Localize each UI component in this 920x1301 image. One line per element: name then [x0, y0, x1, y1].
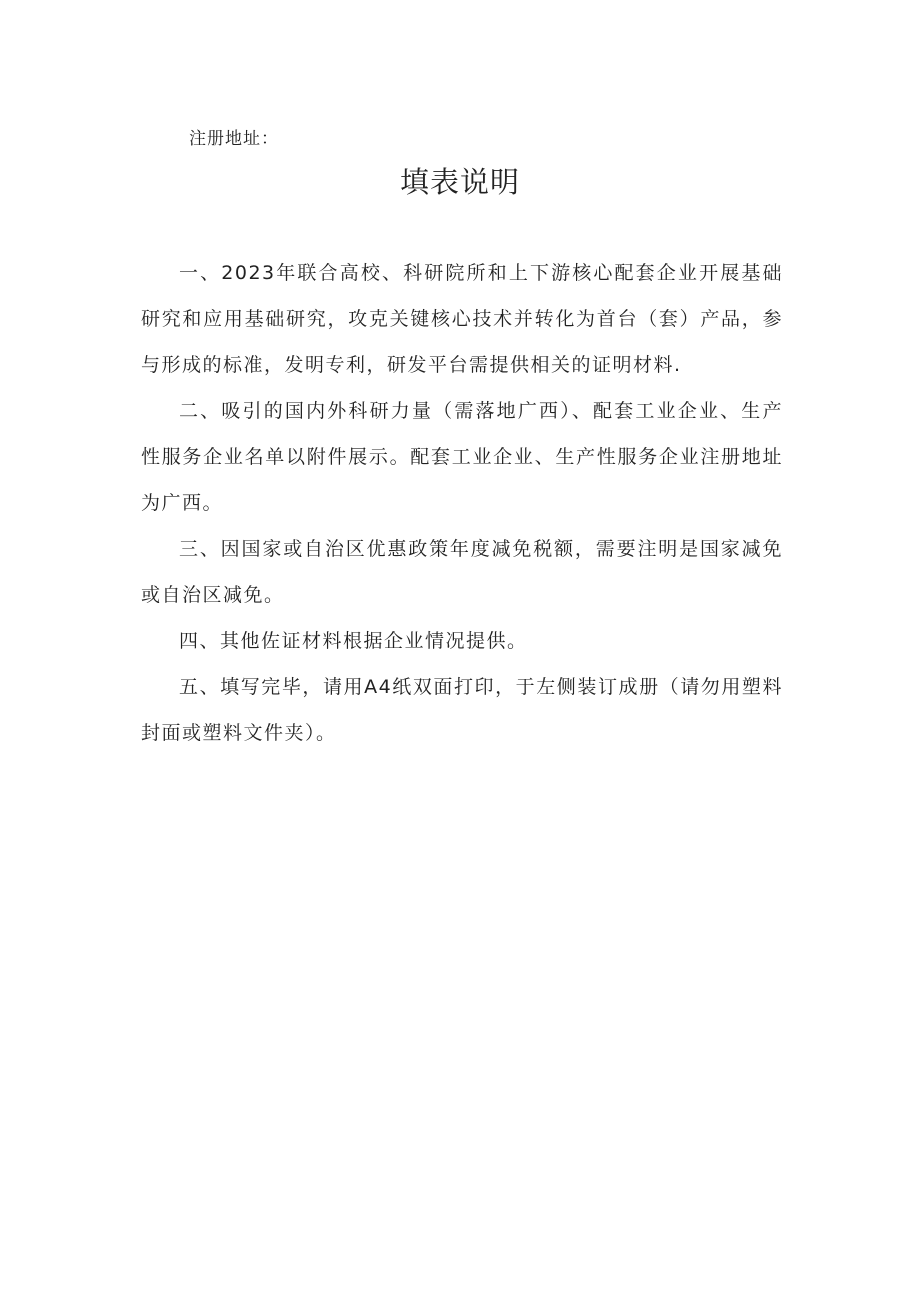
address-label: 注册地址：: [189, 129, 279, 149]
instructions-body: [141, 250, 783, 756]
instruction-paragraph-1: 一、2023年联合高校、科研院所和上下游核心配套企业开展基础研究和应用基础研究，攻克关键核心技术并转化为首台（套）产品，参与形成的标准，发明专利，研发平台需提供相关的证明材料.: [141, 262, 783, 376]
instruction-paragraph-5: 五、填写完毕，请用A4纸双面打印，于左侧装订成册（请勿用塑料封面或塑料文件夹）。: [141, 676, 783, 744]
instruction-paragraph-2: 二、吸引的国内外科研力量（需落地广西）、配套工业企业、生产性服务企业名单以附件展示。配套工业企业、生产性服务企业注册地址为广西。: [141, 400, 783, 514]
instruction-paragraph-3: 三、因国家或自治区优惠政策年度减免税额，需要注明是国家减免或自治区减免。: [141, 538, 783, 606]
instruction-paragraph-4: 四、其他佐证材料根据企业情况提供。: [179, 630, 528, 652]
page-title: 填表说明: [399, 165, 520, 199]
